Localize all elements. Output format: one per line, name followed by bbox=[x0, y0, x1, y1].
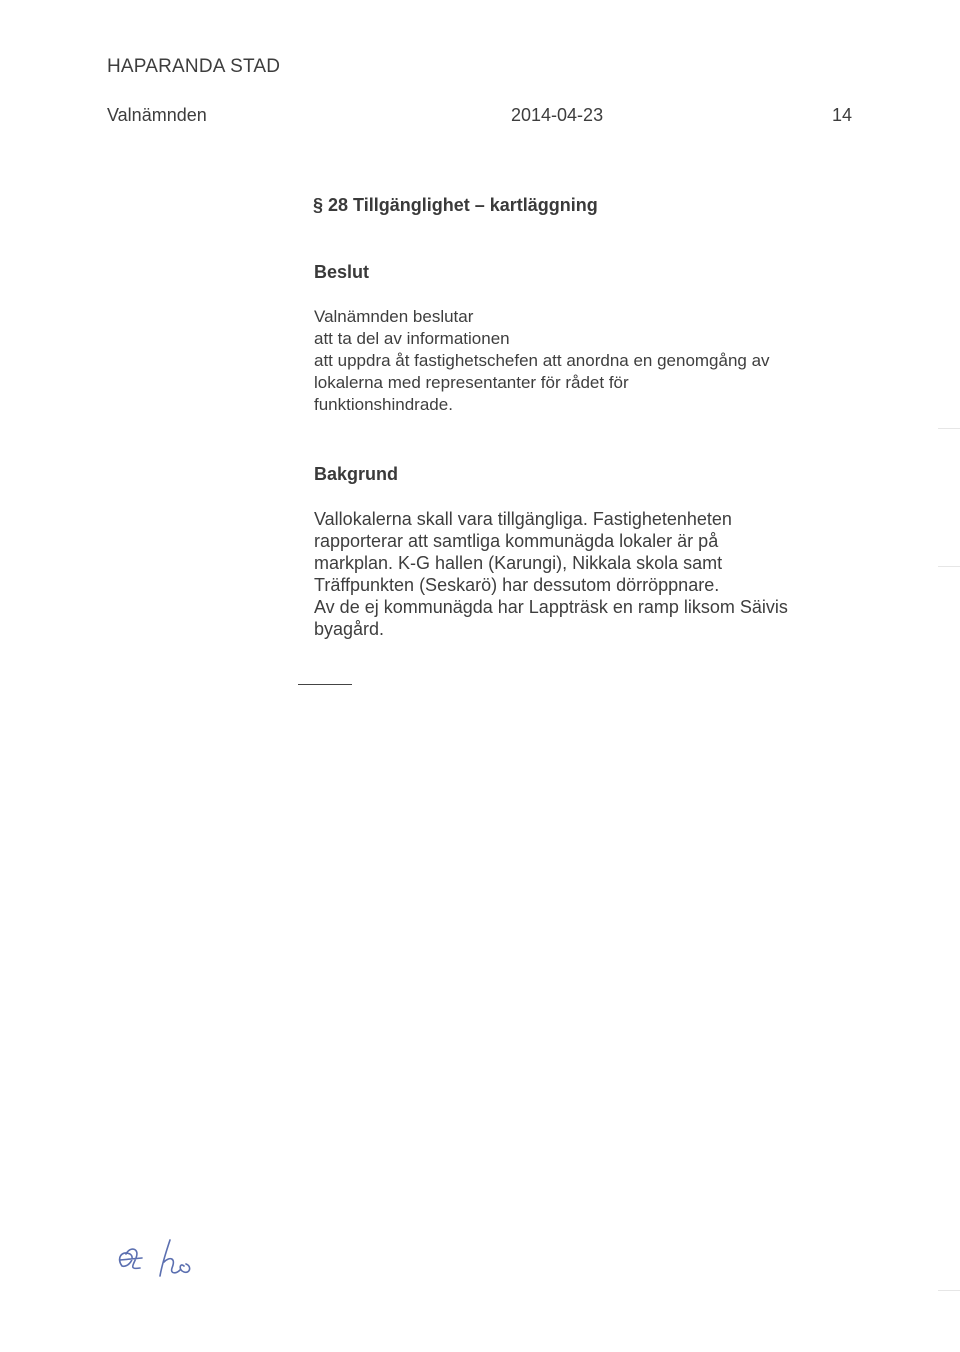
scan-edge-mark bbox=[938, 1290, 960, 1291]
beslut-line: Valnämnden beslutar bbox=[314, 307, 474, 326]
bakgrund-line: Vallokalerna skall vara tillgängliga. Fastighetenheten bbox=[314, 509, 732, 529]
board-name: Valnämnden bbox=[107, 105, 207, 125]
end-rule bbox=[298, 684, 352, 685]
beslut-text bbox=[314, 306, 854, 416]
handwritten-signature bbox=[112, 1232, 212, 1282]
bakgrund-line: Träffpunkten (Seskarö) har dessutom dörröppnare. bbox=[314, 575, 720, 595]
beslut-line: att ta del av informationen bbox=[314, 329, 510, 348]
section-title: § 28 Tillgänglighet – kartläggning bbox=[313, 195, 598, 215]
page-number: 14 bbox=[831, 105, 852, 125]
bakgrund-line: markplan. K-G hallen (Karungi), Nikkala skola samt bbox=[314, 553, 723, 573]
bakgrund-heading: Bakgrund bbox=[314, 464, 399, 484]
beslut-heading: Beslut bbox=[314, 262, 370, 282]
bakgrund-line: rapporterar att samtliga kommunägda lokaler är på bbox=[314, 531, 719, 551]
scan-edge-mark bbox=[938, 428, 960, 429]
bakgrund-line: byagård. bbox=[314, 619, 385, 639]
beslut-line: funktionshindrade. bbox=[314, 395, 453, 414]
organization-name: HAPARANDA STAD bbox=[107, 56, 281, 77]
meeting-date: 2014-04-23 bbox=[511, 105, 604, 125]
bakgrund-text bbox=[314, 508, 854, 640]
beslut-line: att uppdra åt fastighetschefen att anordna en genomgång av bbox=[314, 351, 770, 370]
beslut-line: lokalerna med representanter för rådet för bbox=[314, 373, 629, 392]
scan-edge-mark bbox=[938, 566, 960, 567]
bakgrund-line: Av de ej kommunägda har Lappträsk en ramp liksom Säivis bbox=[314, 597, 788, 617]
